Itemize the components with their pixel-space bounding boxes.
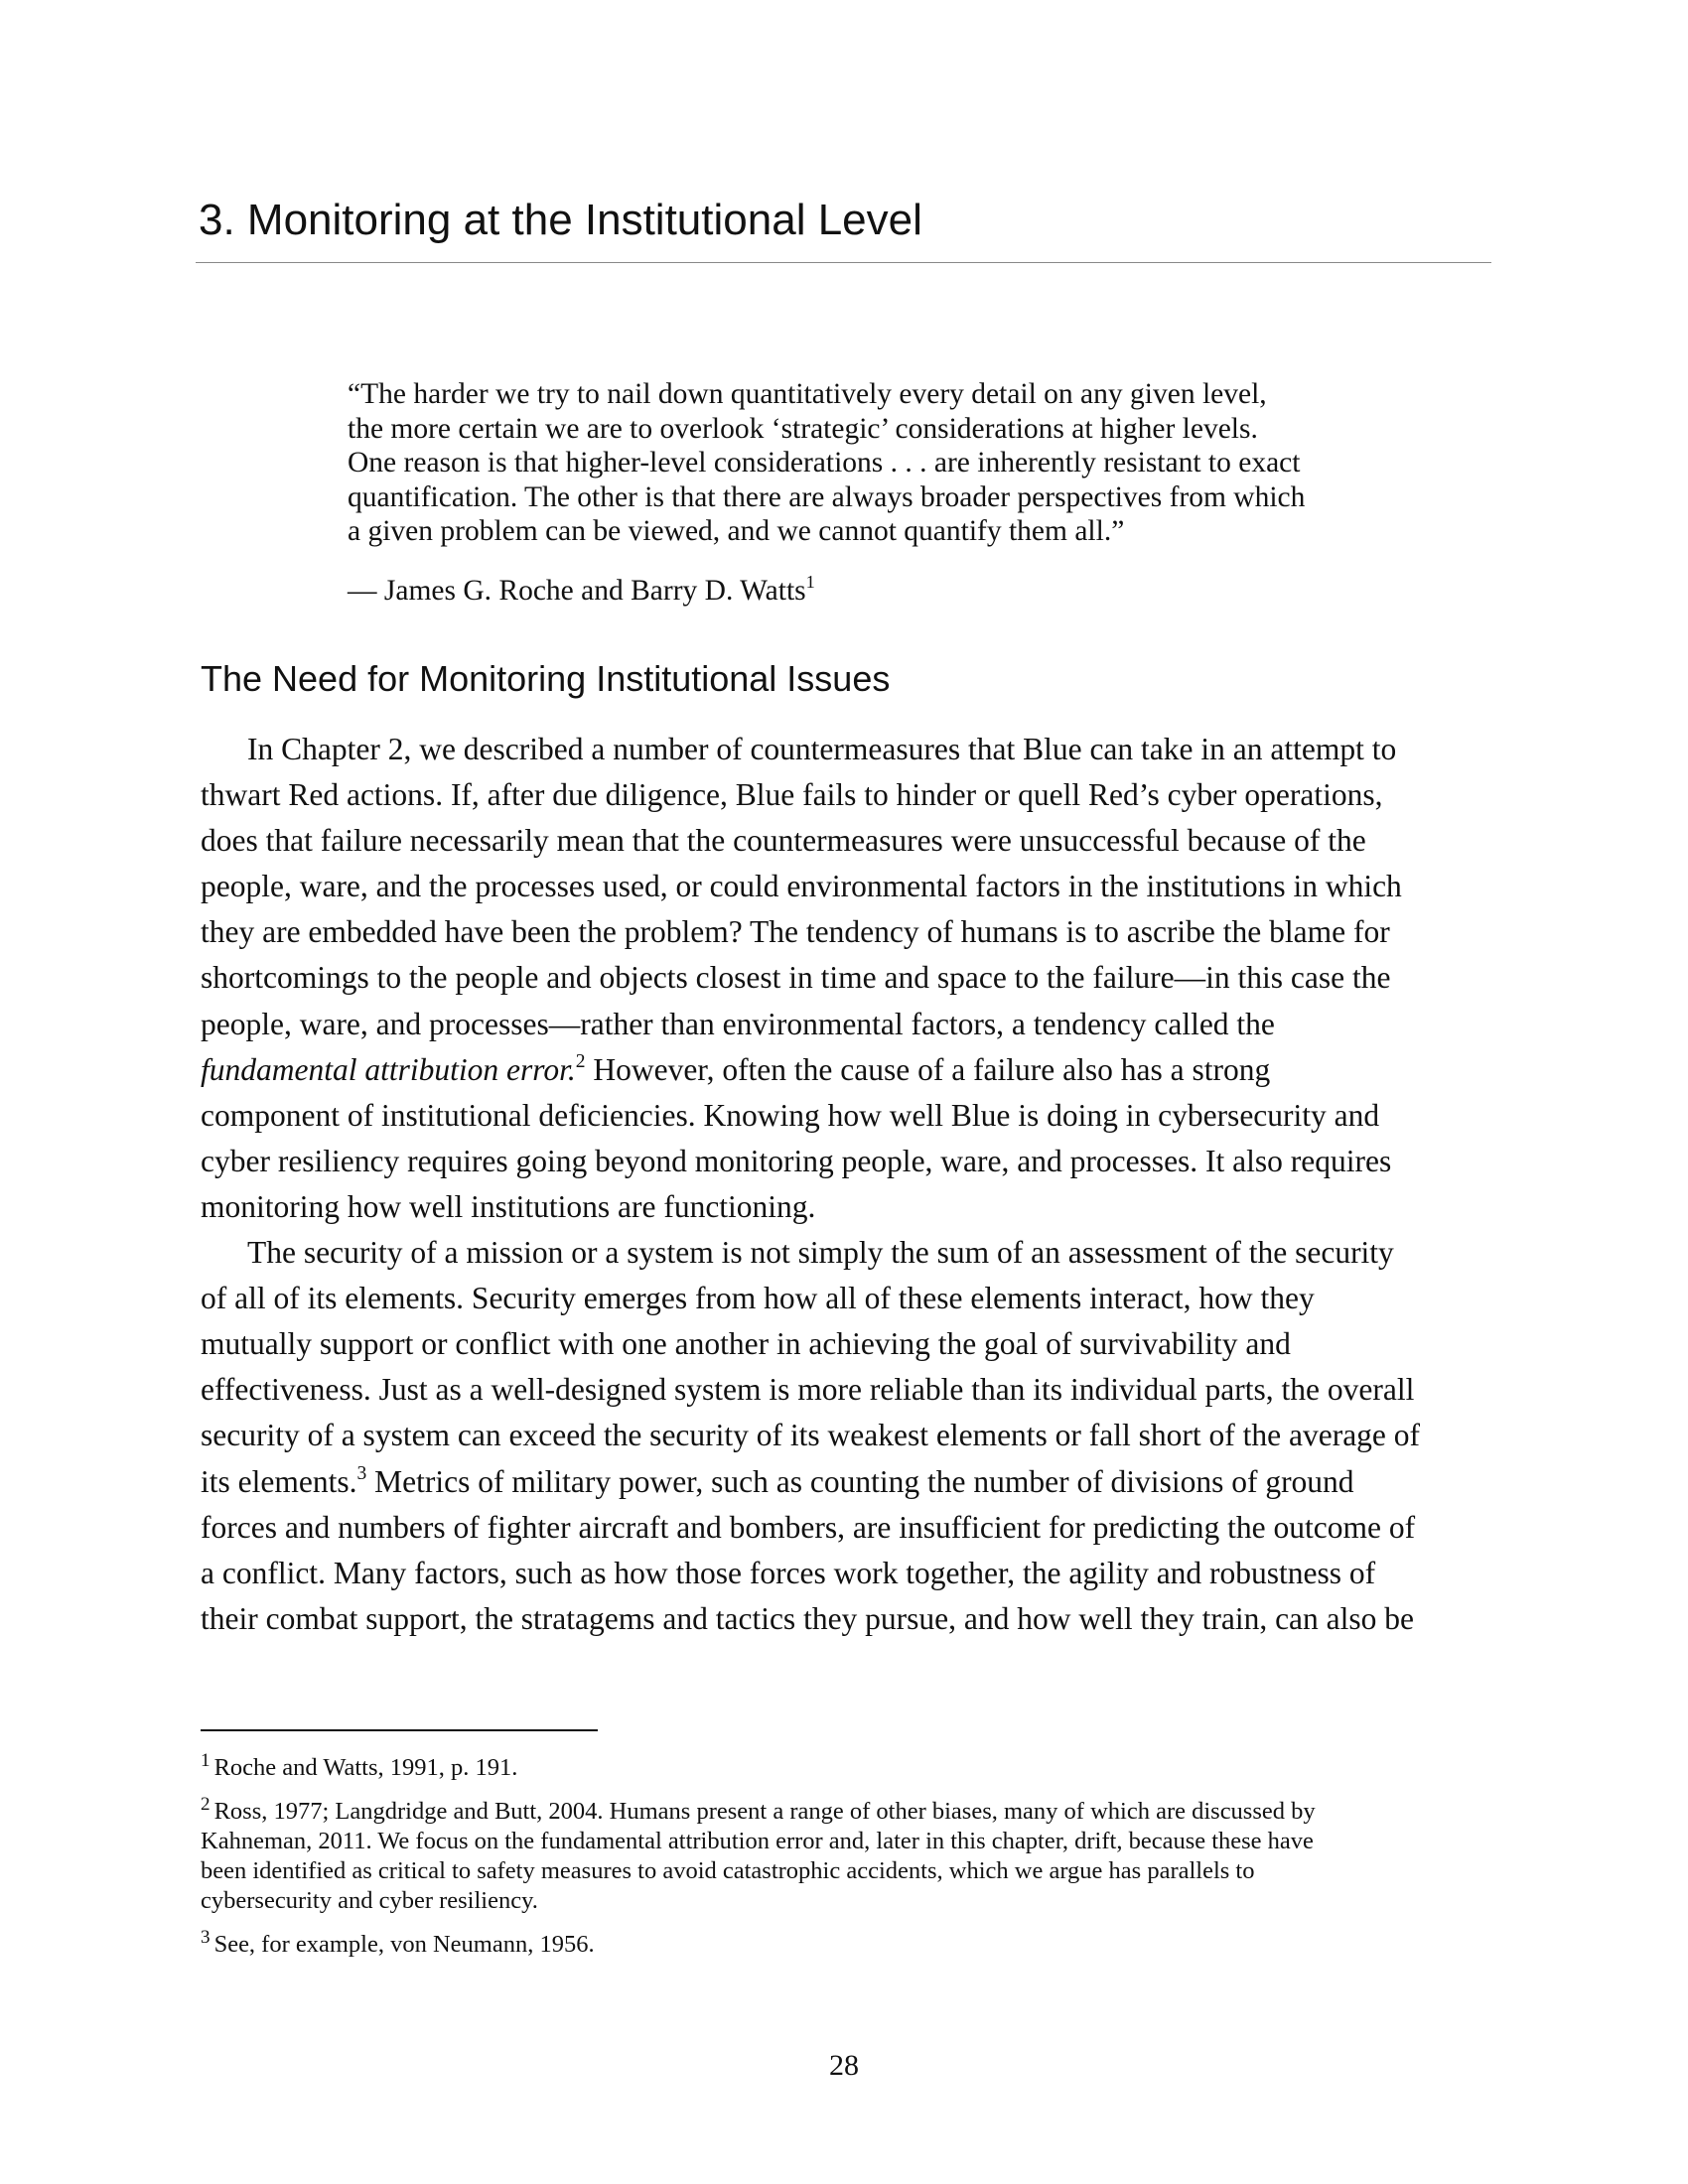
footnote-line: Kahneman, 2011. We focus on the fundamental attribution error and, later in this chapter, drift, because these have [201,1828,1314,1854]
footnote-ref-3: 3 [356,1463,367,1485]
title-rule [196,262,1491,263]
text-line: mutually support or conflict with one another in achieving the goal of survivability and [201,1326,1291,1362]
text-line: In Chapter 2, we described a number of countermeasures that Blue can take in an attempt to [247,732,1397,766]
text-line: cyber resiliency requires going beyond monitoring people, ware, and processes. It also requires [201,1143,1392,1178]
text-line: a conflict. Many factors, such as how those forces work together, the agility and robustness of [201,1555,1376,1590]
footnote-ref-2: 2 [575,1051,586,1073]
footnote-ref-1: 1 [805,572,815,593]
text-line: they are embedded have been the problem? The tendency of humans is to ascribe the blame for [201,914,1390,950]
epigraph-line: One reason is that higher-level considerations . . . are inherently resistant to exact [348,447,1301,478]
chapter-title: 3. Monitoring at the Institutional Level [199,196,922,244]
page-number: 28 [829,2049,859,2082]
text-line: people, ware, and processes—rather than environmental factors, a tendency called the [201,1006,1275,1041]
text-line: The security of a mission or a system is not simply the sum of an assessment of the security [247,1235,1394,1271]
footnote-separator [201,1729,598,1731]
footnote-mark: 1 [201,1749,211,1771]
text-fragment: However, often the cause of a failure also has a strong [585,1051,1271,1087]
paragraph-2 [201,1230,1501,1642]
footnote-2 [201,1793,1501,1916]
text-line: people, ware, and the processes used, or could environmental factors in the institutions in which [201,869,1402,904]
text-line [201,1459,1501,1505]
footnote-text: Roche and Watts, 1991, p. 191. [213,1754,518,1781]
footnote-mark: 2 [201,1793,211,1815]
footnote-text: Ross, 1977; Langdridge and Butt, 2004. Humans present a range of other biases, many of which are discussed by [213,1798,1316,1825]
footnote-mark: 3 [201,1926,211,1948]
body-text [201,727,1501,1642]
epigraph-line: the more certain we are to overlook ‘strategic’ considerations at higher levels. [348,412,1258,445]
footnotes [201,1749,1501,1974]
text-line: effectiveness. Just as a well-designed system is more reliable than its individual parts, the overall [201,1372,1415,1408]
footnote-1 [201,1749,1501,1783]
epigraph-line: quantification. The other is that there are always broader perspectives from which [348,480,1306,513]
text-fragment: its elements. [201,1463,357,1499]
emphasized-term: fundamental attribution error [201,1051,568,1087]
footnote-line [201,1749,1501,1783]
epigraph-line: a given problem can be viewed, and we cannot quantify them all.” [348,515,1125,547]
attribution-text: — James G. Roche and Barry D. Watts [348,575,806,607]
footnote-line: been identified as critical to safety measures to avoid catastrophic accidents, which we argue has parallels to [201,1857,1255,1884]
footnote-line [201,1926,1501,1960]
text-line: monitoring how well institutions are functioning. [201,1188,816,1224]
footnote-line: cybersecurity and cyber resiliency. [201,1887,538,1914]
epigraph-quote [348,377,1360,549]
text-line: of all of its elements. Security emerges from how all of these elements interact, how they [201,1281,1315,1316]
text-line: thwart Red actions. If, after due diligence, Blue fails to hinder or quell Red’s cyber operations, [201,777,1383,813]
epigraph-line: “The harder we try to nail down quantitatively every detail on any given level, [348,378,1267,410]
term-period: . [567,1051,576,1087]
footnote-line [201,1793,1501,1827]
paragraph-1 [201,727,1501,1230]
text-fragment: Metrics of military power, such as counting the number of divisions of ground [366,1463,1354,1499]
text-line: component of institutional deficiencies. Knowing how well Blue is doing in cybersecurity and [201,1097,1380,1133]
epigraph-attribution [348,574,815,608]
text-line: security of a system can exceed the security of its weakest elements or fall short of the average of [201,1418,1421,1453]
text-line [201,1047,1501,1093]
text-line: shortcomings to the people and objects closest in time and space to the failure—in this case the [201,960,1391,996]
footnote-text: See, for example, von Neumann, 1956. [213,1931,595,1958]
footnote-3 [201,1926,1501,1960]
section-heading: The Need for Monitoring Institutional Issues [201,658,891,699]
text-line: does that failure necessarily mean that the countermeasures were unsuccessful because of the [201,823,1366,859]
text-line: their combat support, the stratagems and tactics they pursue, and how well they train, can also be [201,1600,1415,1636]
text-line: forces and numbers of fighter aircraft and bombers, are insufficient for predicting the outcome of [201,1509,1416,1545]
